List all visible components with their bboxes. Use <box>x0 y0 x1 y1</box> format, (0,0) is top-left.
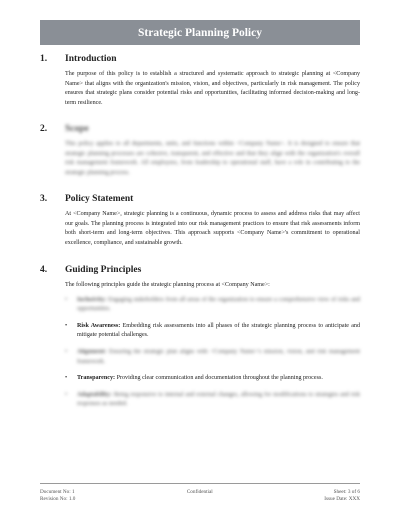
list-item-term: Transparency: <box>77 375 116 382</box>
list-item-desc: Embedding risk assessments into all phases of the strategic planning process to anticipate and mitigate potential challenges. <box>77 322 360 339</box>
revision-number: Revision No: 1.0 <box>40 496 76 502</box>
list-item-term: Risk Awareness: <box>77 322 121 329</box>
principles-list <box>65 296 360 410</box>
list-item-text <box>77 391 360 410</box>
bullet-icon: • <box>65 391 68 398</box>
section-title: Guiding Principles <box>65 265 142 275</box>
list-item <box>65 374 360 384</box>
list-item-text <box>77 296 360 315</box>
list-item-term: Adaptability: <box>77 391 112 398</box>
issue-date: Issue Date: XXX <box>324 496 360 502</box>
list-item-desc: Ensuring the strategic plan aligns with <Company Name>'s mission, vision, and risk management framework. <box>77 348 360 365</box>
list-item-text <box>77 322 360 341</box>
bullet-icon: • <box>65 348 68 355</box>
section-number: 2. <box>40 124 48 134</box>
section-policy-statement <box>40 194 360 248</box>
footer-left <box>40 489 75 503</box>
section-paragraph: The purpose of this policy is to establish a structured and systematic approach to strategic planning at <Company Name> that aligns with the organization's mission, vision, and objectives, particularly in risk management. The policy ensures that strategic plans consider potential risks and opportunities, facilitating informed decision-making and long-term resilience. <box>65 71 360 106</box>
list-item-desc: Being responsive to internal and external changes, allowing for modifications to strategies and risk responses as needed. <box>77 391 360 408</box>
list-item-text <box>77 374 360 384</box>
bullet-icon: • <box>65 375 68 382</box>
section-heading <box>40 124 360 134</box>
section-paragraph: At <Company Name>, strategic planning is a continuous, dynamic process to assess and address risks that may affect our goals. The planning process is integrated into our risk management practices to ensure that risk assessments inform both short-term and long-term objectives. This approach supports <Company Name>'s commitment to operational excellence, compliance, and sustainable growth. <box>65 211 360 246</box>
section-title: Scope <box>65 124 89 134</box>
page-footer <box>40 489 360 503</box>
list-item-desc: Providing clear communication and documentation throughout the planning process. <box>116 375 323 382</box>
footer-center <box>187 489 213 503</box>
bullet-icon: • <box>65 322 68 329</box>
list-item-text <box>77 348 360 367</box>
section-number: 4. <box>40 265 48 275</box>
list-item-term: Alignment: <box>77 348 107 355</box>
section-guiding-principles <box>40 265 360 417</box>
list-item <box>65 391 360 410</box>
document-number: Document No: 1 <box>40 489 75 495</box>
section-introduction <box>40 54 360 108</box>
sheet-number: Sheet: 3 of 6 <box>333 489 360 495</box>
list-item <box>65 296 360 315</box>
section-title: Introduction <box>65 54 117 64</box>
section-number: 1. <box>40 54 48 64</box>
section-number: 3. <box>40 194 48 204</box>
section-heading <box>40 265 360 275</box>
section-scope <box>40 124 360 178</box>
section-paragraph: This policy applies to all departments, units, and functions within <Company Name>. It is designed to ensure that strategic planning processes are cohesive, transparent, and effective and that they align with the organization's overall risk management framework. All employees, from leadership to operational staff, have a role in contributing to the strategic planning process. <box>65 141 360 176</box>
footer-divider <box>40 483 360 484</box>
classification-label: Confidential <box>186 489 213 495</box>
section-paragraph: The following principles guide the strategic planning process at <Company Name>: <box>65 282 270 288</box>
section-heading <box>40 54 360 64</box>
document-title: Strategic Planning Policy <box>40 20 360 45</box>
list-item-term: Inclusivity: <box>77 296 107 303</box>
list-item-desc: Engaging stakeholders from all areas of the organization to ensure a comprehensive view of risks and opportunities. <box>77 296 360 313</box>
section-heading <box>40 194 360 204</box>
bullet-icon: • <box>65 296 68 303</box>
footer-right <box>324 489 360 503</box>
list-item <box>65 348 360 367</box>
list-item <box>65 322 360 341</box>
section-title: Policy Statement <box>65 194 134 204</box>
